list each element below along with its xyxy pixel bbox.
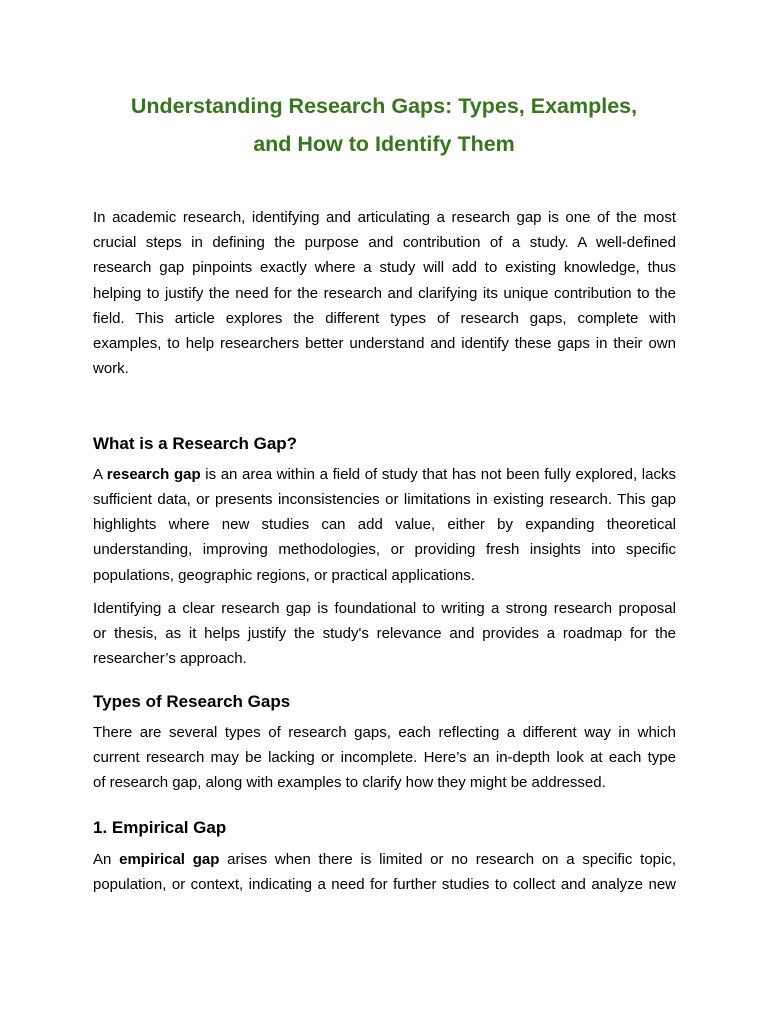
paragraph-line: An empirical gap arises when there is limited or no research on a specific topic, <box>93 851 677 868</box>
paragraph-line: crucial steps in defining the purpose and contribution of a study. A well-defined <box>93 234 676 252</box>
paragraph-line: of research gap, along with examples to clarify how they might be addressed. <box>93 774 606 792</box>
paragraph-line: field. This article explores the different types of research gaps, complete with <box>93 309 676 327</box>
paragraph-line: Identifying a clear research gap is foundational to writing a strong research proposal <box>93 600 676 617</box>
paragraph-line: research gap pinpoints exactly where a study will add to existing knowledge, thus <box>93 259 676 277</box>
paragraph-line: sufficient data, or presents inconsistencies or limitations in existing research. This gap <box>93 491 676 508</box>
section-heading-what-is: What is a Research Gap? <box>93 434 298 453</box>
paragraph-line: highlights where new studies can add value, either by expanding theoretical <box>93 516 676 534</box>
paragraph-line: helping to justify the need for the research and clarifying its unique contribution to the <box>93 284 676 302</box>
section-heading-empirical-gap: 1. Empirical Gap <box>93 818 227 837</box>
paragraph-line: There are several types of research gaps, each reflecting a different way in which <box>93 724 676 741</box>
document-title-line-2: and How to Identify Them <box>253 132 515 156</box>
paragraph-line: understanding, improving methodologies, or providing fresh insights into specific <box>93 541 676 559</box>
paragraph-line: work. <box>93 360 129 378</box>
paragraph-line: A research gap is an area within a field of study that has not been fully explored, lacks <box>93 466 676 483</box>
paragraph-line: population, or context, indicating a need for further studies to collect and analyze new <box>93 876 676 893</box>
document-title-line-1: Understanding Research Gaps: Types, Examples, <box>130 94 638 118</box>
paragraph-line: examples, to help researchers better understand and identify these gaps in their own <box>93 335 676 352</box>
paragraph-line: In academic research, identifying and articulating a research gap is one of the most <box>93 209 676 226</box>
section-heading-types: Types of Research Gaps <box>93 692 291 711</box>
paragraph-line: researcher’s approach. <box>93 650 247 668</box>
paragraph-line: current research may be lacking or incomplete. Here’s an in-depth look at each type <box>93 749 676 767</box>
paragraph-line: or thesis, as it helps justify the study's relevance and provides a roadmap for the <box>93 625 676 643</box>
paragraph-line: populations, geographic regions, or practical applications. <box>93 566 475 584</box>
